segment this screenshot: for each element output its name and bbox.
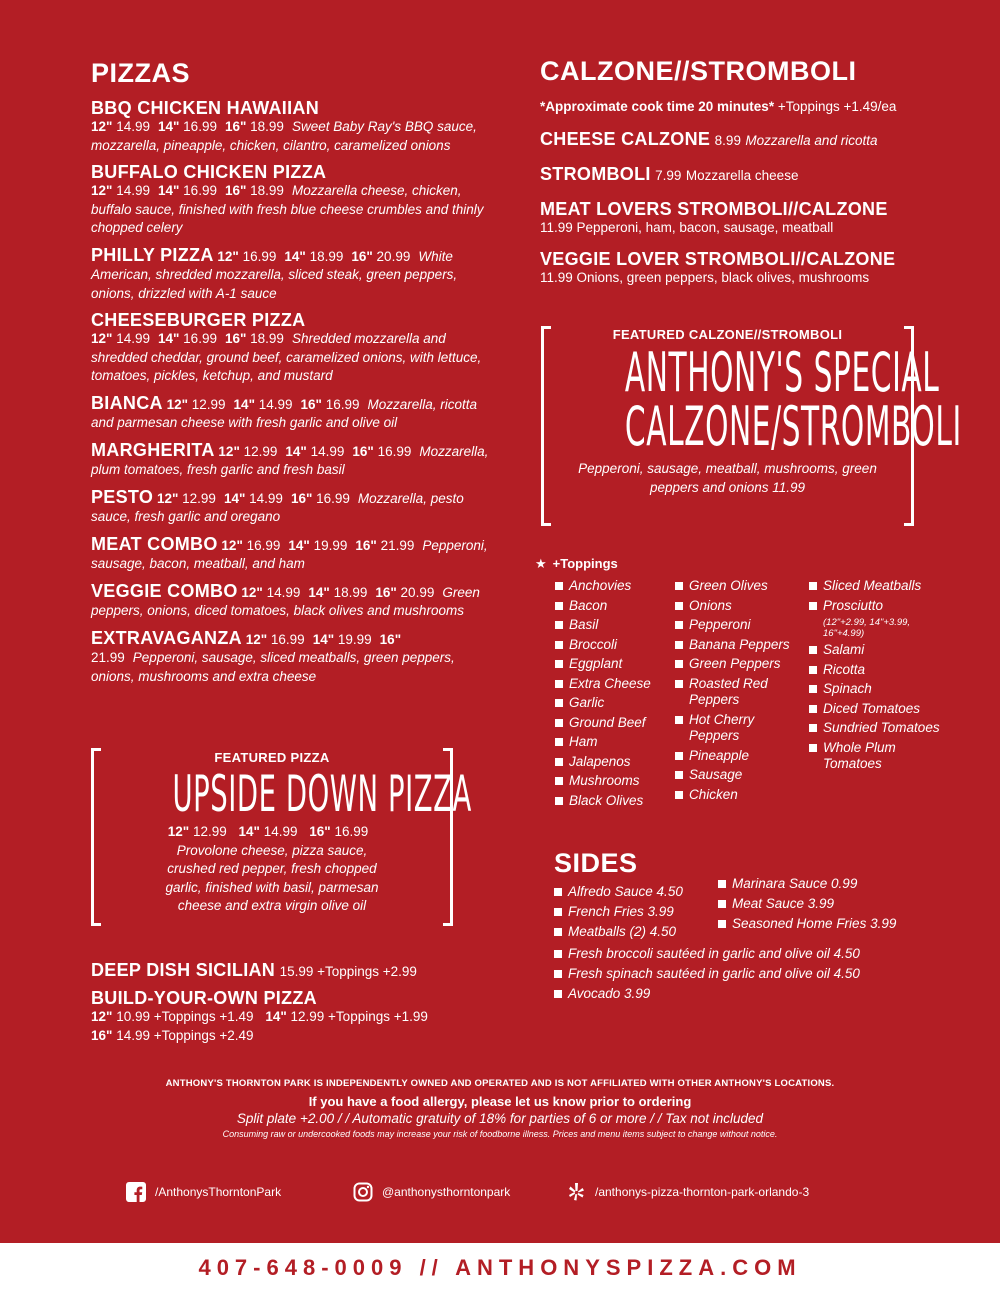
pizza-name: PHILLY PIZZA: [91, 244, 214, 265]
list-item: Broccoli: [555, 637, 675, 654]
price-12: 14.99: [266, 584, 301, 600]
pizza-item: EXTRAVAGANZA 12" 16.99 14" 19.99 16" 21.99 Pepperoni, sausage, sliced meatballs, green peppers, onions, mushrooms and extra cheese: [91, 627, 455, 684]
list-item: Onions: [675, 598, 805, 615]
featured-calzone-label: FEATURED CALZONE//STROMBOLI: [612, 327, 843, 342]
list-item: Jalapenos: [555, 754, 675, 771]
pizza-desc: Mozzarella, pesto sauce, fresh garlic and oregano: [91, 490, 464, 524]
list-item: Eggplant: [555, 656, 675, 673]
list-item: Fresh broccoli sautéed in garlic and olive oil 4.50: [554, 946, 974, 963]
list-item: Ricotta: [809, 662, 949, 679]
build-your-own-item: [91, 988, 491, 1045]
list-item: Prosciutto: [809, 598, 949, 615]
featured-pizza: [91, 748, 472, 926]
price-16: 16.99: [325, 396, 360, 412]
list-item: Mushrooms: [555, 773, 675, 790]
pizza-name: MEAT COMBO: [91, 533, 218, 554]
contact-bar: [0, 1243, 1000, 1294]
pizza-name: PESTO: [91, 486, 154, 507]
list-item: Roasted Red Peppers: [675, 676, 805, 709]
yelp-link[interactable]: /anthonys-pizza-thornton-park-orlando-3: [566, 1182, 809, 1202]
footer-disclaimer: ANTHONY'S THORNTON PARK IS INDEPENDENTLY OWNED AND OPERATED AND IS NOT AFFILIATED WITH OTHER ANTHONY'S LOCATIONS.: [165, 1078, 835, 1089]
price-14: 19.99: [337, 631, 372, 647]
star-icon: ★: [535, 556, 547, 571]
bracket-left: [541, 326, 551, 526]
pizza-desc: Green peppers, onions, diced tomatoes, black olives and mushrooms: [91, 584, 480, 618]
price-12: 12.99: [191, 396, 226, 412]
instagram-icon: [353, 1182, 373, 1202]
price-12: 16.99: [270, 631, 305, 647]
featured-calzone: [541, 326, 962, 526]
list-item: Black Olives: [555, 793, 675, 810]
pizza-desc: Shredded mozzarella and shredded cheddar, ground beef, caramelized onions, with lettuce, tomatoes, pickles, ketchup, and mustard: [91, 331, 482, 383]
pizza-desc: Mozzarella, plum tomatoes, fresh garlic and fresh basil: [91, 443, 489, 477]
facebook-link[interactable]: /AnthonysThorntonPark: [126, 1182, 281, 1202]
pizza-item: BIANCA 12" 12.99 14" 14.99 16" 16.99 Mozzarella, ricotta and parmesan cheese with fresh garlic and olive oil: [91, 392, 478, 430]
deep-dish-name: DEEP DISH SICILIAN: [91, 960, 276, 980]
list-item: Marinara Sauce 0.99: [718, 876, 896, 893]
featured-calzone-desc: Pepperoni, sausage, meatball, mushrooms, green peppers and onions 11.99: [578, 461, 877, 495]
footer-policy: Split plate +2.00 / / Automatic gratuity of 18% for parties of 6 or more / / Tax not included: [236, 1111, 764, 1126]
facebook-icon: [126, 1182, 146, 1202]
toppings-section: [535, 556, 955, 808]
price-16: 16.99: [377, 443, 412, 459]
build-your-own-name: BUILD-YOUR-OWN PIZZA: [91, 988, 317, 1008]
pizza-name: BBQ CHICKEN HAWAIIAN: [91, 98, 320, 118]
pizza-item: MEAT COMBO 12" 16.99 14" 19.99 16" 21.99 Pepperoni, sausage, bacon, meatball, and ham: [91, 533, 488, 571]
list-item: Alfredo Sauce 4.50: [554, 884, 683, 901]
featured-pizza-desc: Provolone cheese, pizza sauce, crushed red pepper, fresh chopped garlic, finished with basil, parmesan cheese and extra virgin olive oil: [165, 842, 379, 913]
list-item: Hot Cherry Peppers: [675, 712, 805, 745]
yelp-icon: [566, 1182, 586, 1202]
price-12: 12.99: [243, 443, 278, 459]
pizza-desc: Sweet Baby Ray's BBQ sauce, mozzarella, pineapple, chicken, cilantro, caramelized onions: [91, 119, 477, 153]
list-item: Green Peppers: [675, 656, 805, 673]
pizza-desc: Mozzarella, ricotta and parmesan cheese with fresh garlic and olive oil: [91, 396, 478, 430]
price-16: 20.99: [376, 248, 411, 264]
deep-dish-item: [91, 960, 491, 981]
list-item: Basil: [555, 617, 675, 634]
price-14: 14.99: [310, 443, 345, 459]
list-item: Green Olives: [675, 578, 805, 595]
build-your-own-prices: 12" 10.99 +Toppings +1.49 14" 12.99 +Toppings +1.99 16" 14.99 +Toppings +2.49: [91, 1009, 428, 1043]
list-item: Spinach: [809, 681, 949, 698]
pizza-desc: Pepperoni, sausage, bacon, meatball, and ham: [91, 537, 488, 571]
price-16: 21.99: [380, 537, 415, 553]
featured-pizza-label: FEATURED PIZZA: [214, 750, 330, 765]
pizza-desc: Mozzarella cheese, chicken, buffalo sauce, finished with fresh blue cheese crumbles and thinly chopped celery: [91, 183, 484, 235]
featured-pizza-title: UPSIDE DOWN PIZZA: [172, 765, 472, 823]
price-12: 16.99: [246, 537, 281, 553]
footer: [0, 1078, 1000, 1139]
list-item: Sliced Meatballs: [809, 578, 949, 595]
calzone-item: CHEESE CALZONE 8.99 Mozzarella and ricotta: [540, 128, 878, 149]
price-12: 14.99: [116, 119, 150, 134]
price-16: 18.99: [250, 183, 284, 198]
price-12: 12.99: [182, 490, 216, 506]
pizza-name: BIANCA: [91, 392, 163, 413]
list-item: Garlic: [555, 695, 675, 712]
pizza-item: PHILLY PIZZA 12" 16.99 14" 18.99 16" 20.99 White American, shredded mozzarella, sliced steak, green peppers, onions, drizzled with A-1 sauce: [91, 244, 458, 301]
contact-line[interactable]: 407-648-0009 // ANTHONYSPIZZA.COM: [198, 1255, 802, 1280]
price-16: 18.99: [250, 331, 284, 346]
list-item: Whole Plum Tomatoes: [809, 740, 949, 773]
price-14: 14.99: [258, 396, 293, 412]
prosciutto-note: (12"+2.99, 14"+3.99, 16"+4.99): [823, 617, 911, 639]
list-item: Sundried Tomatoes: [809, 720, 949, 737]
list-item: Sausage: [675, 767, 805, 784]
pizza-name: CHEESEBURGER PIZZA: [91, 310, 306, 330]
price-14: 16.99: [183, 183, 217, 198]
list-item: Bacon: [555, 598, 675, 615]
pizza-desc: White American, shredded mozzarella, sliced steak, green peppers, onions, drizzled with A-1 sauce: [91, 248, 458, 301]
list-item: Meat Sauce 3.99: [718, 896, 896, 913]
bracket-left: [91, 748, 101, 926]
list-item: Diced Tomatoes: [809, 701, 949, 718]
sides-column: [718, 876, 896, 936]
pizza-list: [91, 98, 491, 686]
list-item: Banana Peppers: [675, 637, 805, 654]
featured-calzone-title-1: ANTHONY'S SPECIAL: [624, 341, 940, 404]
price-12: 16.99: [242, 248, 277, 264]
calzone-item: MEAT LOVERS STROMBOLI//CALZONE 11.99 Pepperoni, ham, bacon, sausage, meatball: [540, 198, 888, 235]
price-12: 14.99: [116, 331, 150, 346]
price-14: 16.99: [183, 331, 217, 346]
list-item: Ham: [555, 734, 675, 751]
calzone-item: STROMBOLI 7.99 Mozzarella cheese: [540, 163, 799, 184]
price-12: 14.99: [116, 183, 150, 198]
list-item: French Fries 3.99: [554, 904, 683, 921]
extra-pizzas: [91, 960, 491, 1052]
toppings-heading: ★ +Toppings: [535, 556, 618, 571]
pizza-name: MARGHERITA: [91, 439, 215, 460]
price-14: 16.99: [183, 119, 217, 134]
price-16: 18.99: [250, 119, 284, 134]
sides-list: [554, 946, 974, 1003]
footer-notice: Consuming raw or undercooked foods may increase your risk of foodborne illness. Prices and menu items subject to change without notice.: [222, 1129, 778, 1139]
toppings-column: [809, 578, 949, 776]
price-16: 16.99: [316, 490, 350, 506]
pizza-name: BUFFALO CHICKEN PIZZA: [91, 162, 327, 182]
pizza-item: BBQ CHICKEN HAWAIIAN 12" 14.99 14" 16.99 16" 18.99 Sweet Baby Ray's BBQ sauce, mozzarella, pineapple, chicken, cilantro, caramelized onions: [91, 98, 491, 155]
list-item: Extra Cheese: [555, 676, 675, 693]
list-item: Anchovies: [555, 578, 675, 595]
list-item: Meatballs (2) 4.50: [554, 924, 683, 941]
toppings-column: [675, 578, 805, 806]
calzone-title: CALZONE//STROMBOLI: [540, 56, 857, 86]
pizza-item: CHEESEBURGER PIZZA 12" 14.99 14" 16.99 16" 18.99 Shredded mozzarella and shredded cheddar, ground beef, caramelized onions, with lettuce, tomatoes, pickles, ketchup, and mustard: [91, 310, 491, 386]
pizzas-title: PIZZAS: [91, 58, 191, 88]
sides-section: [554, 848, 974, 1006]
price-14: 18.99: [309, 248, 344, 264]
calzone-note: *Approximate cook time 20 minutes* +Toppings +1.49/ea: [540, 99, 897, 114]
sides-title: SIDES: [554, 848, 638, 878]
price-16: 20.99: [400, 584, 435, 600]
price-14: 19.99: [313, 537, 348, 553]
list-item: Ground Beef: [555, 715, 675, 732]
featured-pizza-prices: 12" 12.99 14" 14.99 16" 16.99: [167, 824, 369, 839]
pizza-name: EXTRAVAGANZA: [91, 627, 242, 648]
calzone-section: [540, 56, 960, 295]
footer-allergy: If you have a food allergy, please let us know prior to ordering: [308, 1094, 692, 1109]
pizzas-section: [91, 58, 491, 693]
pizza-desc: Pepperoni, sausage, sliced meatballs, green peppers, onions, mushrooms and extra cheese: [91, 650, 455, 684]
toppings-column: [555, 578, 675, 812]
pizza-name: VEGGIE COMBO: [91, 580, 238, 601]
price-14: 18.99: [333, 584, 368, 600]
pizza-item: VEGGIE COMBO 12" 14.99 14" 18.99 16" 20.99 Green peppers, onions, diced tomatoes, black olives and mushrooms: [91, 580, 480, 618]
list-item: Fresh spinach sautéed in garlic and olive oil 4.50: [554, 966, 974, 983]
deep-dish-price: 15.99 +Toppings +2.99: [279, 964, 417, 979]
instagram-link[interactable]: @anthonysthorntonpark: [353, 1182, 510, 1202]
pizza-item: PESTO 12" 12.99 14" 14.99 16" 16.99 Mozzarella, pesto sauce, fresh garlic and oregano: [91, 486, 464, 524]
list-item: Chicken: [675, 787, 805, 804]
list-item: Salami: [809, 642, 949, 659]
pizza-item: MARGHERITA 12" 12.99 14" 14.99 16" 16.99 Mozzarella, plum tomatoes, fresh garlic and fresh basil: [91, 439, 489, 477]
list-item: Pineapple: [675, 748, 805, 765]
calzone-item: VEGGIE LOVER STROMBOLI//CALZONE 11.99 Onions, green peppers, black olives, mushrooms: [540, 249, 896, 285]
price-14: 14.99: [249, 490, 283, 506]
featured-calzone-title-2: CALZONE/STROMBOLI: [624, 395, 962, 458]
list-item: Seasoned Home Fries 3.99: [718, 916, 896, 933]
pizza-item: BUFFALO CHICKEN PIZZA 12" 14.99 14" 16.99 16" 18.99 Mozzarella cheese, chicken, buffalo sauce, finished with fresh blue cheese crumbles and thinly chopped celery: [91, 162, 491, 238]
sides-column: [554, 884, 683, 944]
list-item: Pepperoni: [675, 617, 805, 634]
price-16: 21.99: [91, 650, 125, 665]
list-item: Avocado 3.99: [554, 986, 974, 1003]
